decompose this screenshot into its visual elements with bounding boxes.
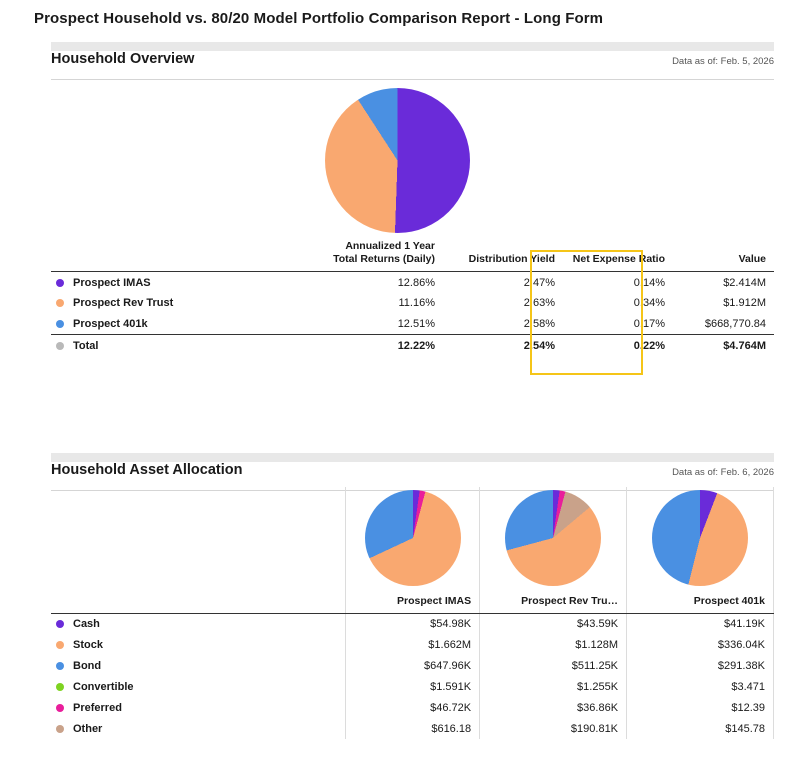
- cell-yield: 2.47%: [523, 276, 555, 289]
- row-label-cell: [51, 335, 293, 356]
- pie-chart-prospect-401k: [652, 490, 748, 586]
- col-prospect-401k: Prospect 401k: [627, 589, 774, 613]
- legend-dot-icon: [56, 641, 64, 649]
- cell-value: $1.912M: [723, 297, 766, 310]
- row-label: Prospect 401k: [73, 318, 148, 330]
- cell-imas: $1.662M: [346, 634, 480, 655]
- col-account: [51, 240, 293, 272]
- cell-401k: $145.78: [627, 718, 774, 739]
- legend-dot-icon: [56, 320, 64, 328]
- table-row: [51, 634, 774, 655]
- row-label: Bond: [73, 659, 102, 672]
- row-label-cell: [51, 613, 346, 634]
- row-label-cell: [51, 293, 293, 314]
- cell-returns: 12.22%: [293, 335, 443, 356]
- cell-rev-trust: $43.59K: [480, 613, 627, 634]
- cell-401k: $336.04K: [627, 634, 774, 655]
- pie-cell-401k: [627, 487, 774, 589]
- cell-expense: 0.22%: [563, 335, 673, 356]
- table-row-total: [51, 335, 774, 356]
- col-prospect-rev-trust: Prospect Rev Tru…: [480, 589, 627, 613]
- legend-dot-icon: [56, 342, 64, 350]
- cell-imas: $647.96K: [346, 655, 480, 676]
- cell-imas: $46.72K: [346, 697, 480, 718]
- table-row: [51, 655, 774, 676]
- col-value: Value: [673, 240, 774, 272]
- pie-cell-rev-trust: [480, 487, 627, 589]
- section-title-allocation: Household Asset Allocation: [51, 462, 243, 478]
- cell-401k: $291.38K: [627, 655, 774, 676]
- row-label-cell: [51, 634, 346, 655]
- row-label: Other: [73, 722, 103, 735]
- col-annualized-returns: [293, 240, 443, 272]
- cell-value: $668,770.84: [704, 318, 766, 330]
- row-label-cell: [51, 697, 346, 718]
- legend-dot-icon: [56, 620, 64, 628]
- pie-slices: [325, 88, 470, 233]
- cell-expense: 0.34%: [633, 297, 665, 310]
- household-asset-allocation-block: [51, 487, 774, 739]
- row-label: Convertible: [73, 680, 134, 693]
- cell-rev-trust: $36.86K: [480, 697, 627, 718]
- cell-value: $2.414M: [723, 276, 766, 289]
- cell-returns: 12.51%: [397, 318, 435, 330]
- allocation-header-row: [51, 589, 774, 613]
- table-row: [51, 272, 774, 293]
- row-label: Preferred: [73, 701, 122, 714]
- allocation-charts-row: [51, 487, 774, 589]
- cell-yield: 2.63%: [523, 297, 555, 310]
- row-label-cell: [51, 718, 346, 739]
- cell-rev-trust: $1.128M: [480, 634, 627, 655]
- charts-row-spacer: [51, 487, 346, 589]
- cell-rev-trust: $511.25K: [480, 655, 627, 676]
- cell-401k: $41.19K: [627, 613, 774, 634]
- cell-yield: 2.54%: [443, 335, 563, 356]
- cell-returns: 12.86%: [397, 276, 435, 289]
- row-label: Prospect IMAS: [73, 276, 151, 289]
- household-overview-table: [51, 240, 774, 356]
- section-divider-overview: [51, 42, 774, 51]
- legend-dot-icon: [56, 683, 64, 691]
- col-returns-line2: Total Returns (Daily): [333, 253, 435, 266]
- table-row: [51, 676, 774, 697]
- section-title-overview: Household Overview: [51, 51, 195, 67]
- row-label-cell: [51, 314, 293, 335]
- cell-value: $4.764M: [673, 335, 774, 356]
- page-title: Prospect Household vs. 80/20 Model Portfolio Comparison Report - Long Form: [34, 10, 604, 27]
- household-asset-allocation-table: [51, 487, 774, 739]
- cell-imas: $54.98K: [346, 613, 480, 634]
- row-label: Stock: [73, 638, 103, 651]
- col-returns-line1: Annualized 1 Year: [345, 240, 435, 252]
- cell-rev-trust: $190.81K: [480, 718, 627, 739]
- cell-yield: 2.58%: [523, 318, 555, 330]
- section-header-overview: [51, 51, 774, 80]
- row-label: Prospect Rev Trust: [73, 297, 174, 310]
- col-asset-class: [51, 589, 346, 613]
- cell-401k: $3.471: [627, 676, 774, 697]
- legend-dot-icon: [56, 279, 64, 287]
- table-row: [51, 718, 774, 739]
- col-prospect-imas: Prospect IMAS: [346, 589, 480, 613]
- cell-expense: 0.14%: [633, 276, 665, 289]
- legend-dot-icon: [56, 662, 64, 670]
- row-label-cell: [51, 676, 346, 697]
- table-row: [51, 293, 774, 314]
- row-label: Cash: [73, 617, 100, 630]
- row-label-cell: [51, 272, 293, 293]
- cell-401k: $12.39: [627, 697, 774, 718]
- cell-returns: 11.16%: [398, 297, 435, 310]
- legend-dot-icon: [56, 725, 64, 733]
- table-header-row: [51, 240, 774, 272]
- section-asof-overview: Data as of: Feb. 5, 2026: [672, 56, 774, 67]
- cell-imas: $1.591K: [346, 676, 480, 697]
- row-label: Total: [73, 339, 99, 352]
- col-net-expense-ratio: Net Expense Ratio: [563, 240, 673, 272]
- legend-dot-icon: [56, 299, 64, 307]
- row-label-cell: [51, 655, 346, 676]
- cell-expense: 0.17%: [633, 318, 665, 330]
- household-overview-pie-chart: [325, 88, 470, 233]
- table-row: [51, 613, 774, 634]
- cell-imas: $616.18: [346, 718, 480, 739]
- col-distribution-yield: Distribution Yield: [443, 240, 563, 272]
- cell-rev-trust: $1.255K: [480, 676, 627, 697]
- pie-cell-imas: [346, 487, 480, 589]
- table-row: [51, 697, 774, 718]
- legend-dot-icon: [56, 704, 64, 712]
- table-row: [51, 314, 774, 335]
- section-divider-allocation: [51, 453, 774, 462]
- section-asof-allocation: Data as of: Feb. 6, 2026: [672, 467, 774, 478]
- pie-chart-prospect-rev-trust: [505, 490, 601, 586]
- pie-chart-prospect-imas: [365, 490, 461, 586]
